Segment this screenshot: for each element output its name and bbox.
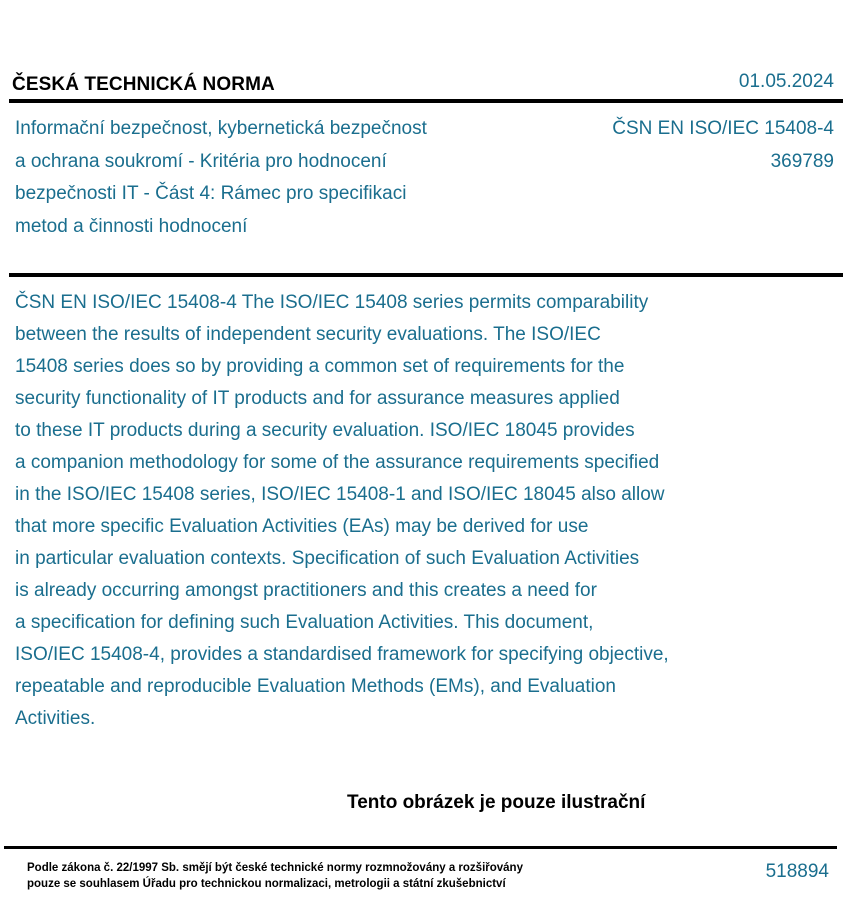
abstract-line: between the results of independent security evaluations. The ISO/IEC (15, 324, 601, 345)
title-line: a ochrana soukromí - Kritéria pro hodnocení (15, 150, 387, 172)
abstract-line: 15408 series does so by providing a common set of requirements for the (15, 356, 625, 377)
title-line: metod a činnosti hodnocení (15, 215, 248, 237)
abstract-line: a specification for defining such Evaluation Activities. This document, (15, 612, 594, 633)
legal-notice-line: Podle zákona č. 22/1997 Sb. smějí být české technické normy rozmnožovány a rozšiřovány (27, 862, 523, 874)
document-type-label: ČESKÁ TECHNICKÁ NORMA (12, 74, 275, 95)
abstract-text (15, 287, 775, 735)
abstract-line: ISO/IEC 15408-4, provides a standardised framework for specifying objective, (15, 644, 669, 665)
abstract-line: security functionality of IT products and for assurance measures applied (15, 388, 620, 409)
standard-number: ČSN EN ISO/IEC 15408-4 (612, 118, 834, 139)
abstract-line: in the ISO/IEC 15408 series, ISO/IEC 15408-1 and ISO/IEC 18045 also allow (15, 484, 665, 505)
illustration-note: Tento obrázek je pouze ilustrační (347, 792, 646, 813)
abstract-line: in particular evaluation contexts. Specification of such Evaluation Activities (15, 548, 640, 569)
abstract-line: to these IT products during a security evaluation. ISO/IEC 18045 provides (15, 420, 635, 441)
abstract-line: repeatable and reproducible Evaluation Methods (EMs), and Evaluation (15, 676, 616, 697)
abstract-line: ČSN EN ISO/IEC 15408-4 The ISO/IEC 15408 series permits comparability (15, 292, 649, 313)
publication-date: 01.05.2024 (738, 71, 834, 92)
title-line: bezpečnosti IT - Část 4: Rámec pro specifikaci (15, 183, 407, 204)
standard-title (15, 113, 535, 243)
title-line: Informační bezpečnost, kybernetická bezpečnost (15, 118, 427, 139)
abstract-line: Activities. (15, 708, 96, 729)
legal-notice-line: pouze se souhlasem Úřadu pro technickou normalizaci, metrologii a státní zkušebnictví (27, 877, 506, 890)
legal-notice (27, 861, 523, 892)
header-divider (9, 99, 843, 103)
footer-divider (4, 846, 837, 849)
document-code: 518894 (765, 861, 829, 882)
standard-identifier (612, 113, 834, 178)
abstract-line: is already occurring amongst practitioners and this creates a need for (15, 580, 597, 601)
catalog-number: 369789 (770, 150, 834, 172)
title-divider (9, 273, 843, 277)
abstract-line: that more specific Evaluation Activities (EAs) may be derived for use (15, 516, 589, 537)
abstract-line: a companion methodology for some of the assurance requirements specified (15, 452, 660, 473)
